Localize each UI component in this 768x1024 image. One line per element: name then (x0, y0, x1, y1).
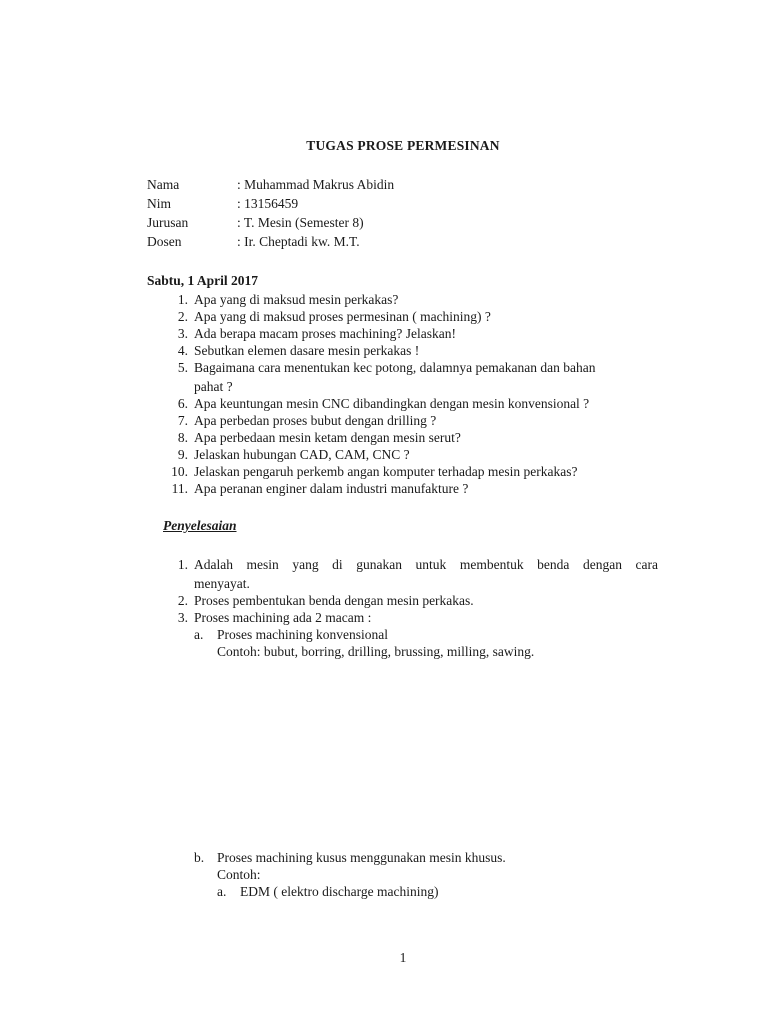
answer-number: 3. (177, 610, 188, 625)
question-number: 4. (177, 343, 188, 358)
question-number: 3. (177, 326, 188, 341)
info-value-jurusan: : T. Mesin (Semester 8) (237, 215, 364, 230)
question-number: 9. (177, 447, 188, 462)
sub-item-letter: a. (194, 627, 204, 642)
question-text: Apa yang di maksud mesin perkakas? (194, 292, 399, 307)
sub-item-text: Proses machining konvensional (217, 627, 388, 642)
answer-number: 2. (177, 593, 188, 608)
question-number: 5. (177, 360, 188, 375)
question-text: Sebutkan elemen dasare mesin perkakas ! (194, 343, 420, 358)
answer-number: 1. (177, 557, 188, 572)
info-value-name: : Muhammad Makrus Abidin (237, 177, 395, 192)
assignment-date: Sabtu, 1 April 2017 (147, 273, 259, 288)
question-text: Jelaskan pengaruh perkemb angan komputer terhadap mesin perkakas? (194, 464, 578, 479)
question-number: 10. (171, 464, 188, 479)
sub-item-example: Contoh: bubut, borring, drilling, brussing, milling, sawing. (217, 644, 535, 659)
question-text: Apa perbedan proses bubut dengan drilling ? (194, 413, 437, 428)
info-label-dosen: Dosen (147, 234, 182, 249)
question-text: Apa perbedaan mesin ketam dengan mesin serut? (194, 430, 461, 445)
page-number: 1 (399, 950, 407, 965)
answer-text: Proses pembentukan benda dengan mesin perkakas. (194, 593, 474, 608)
answer-text-continued: menyayat. (194, 576, 250, 591)
question-text: Apa peranan enginer dalam industri manufakture ? (194, 481, 469, 496)
question-number: 6. (177, 396, 188, 411)
sub-item-text: Proses machining kusus menggunakan mesin khusus. (217, 850, 506, 865)
question-text: Apa keuntungan mesin CNC dibandingkan dengan mesin konvensional ? (194, 396, 590, 411)
question-text: Jelaskan hubungan CAD, CAM, CNC ? (194, 447, 410, 462)
sub-sub-item-letter: a. (217, 884, 227, 899)
info-label-name: Nama (147, 177, 180, 192)
document-title: TUGAS PROSE PERMESINAN (306, 138, 500, 153)
sub-item-example-label: Contoh: (217, 867, 261, 882)
answer-text: Proses machining ada 2 macam : (194, 610, 372, 625)
question-number: 1. (177, 292, 188, 307)
question-number: 2. (177, 309, 188, 324)
question-number: 7. (177, 413, 188, 428)
question-text: Apa yang di maksud proses permesinan ( machining) ? (194, 309, 491, 324)
answer-heading: Penyelesaian (163, 518, 237, 533)
question-text-continued: pahat ? (194, 379, 233, 394)
answer-text: Adalah mesin yang di gunakan untuk membentuk benda dengan cara (194, 557, 658, 572)
info-label-jurusan: Jurusan (147, 215, 189, 230)
question-text: Ada berapa macam proses machining? Jelaskan! (194, 326, 457, 341)
sub-item-letter: b. (194, 850, 205, 865)
info-label-nim: Nim (147, 196, 172, 211)
info-value-dosen: : Ir. Cheptadi kw. M.T. (237, 234, 360, 249)
info-value-nim: : 13156459 (237, 196, 299, 211)
sub-sub-item-text: EDM ( elektro discharge machining) (240, 884, 439, 899)
question-number: 8. (177, 430, 188, 445)
question-number: 11. (171, 481, 188, 496)
question-text: Bagaimana cara menentukan kec potong, dalamnya pemakanan dan bahan (194, 360, 596, 375)
